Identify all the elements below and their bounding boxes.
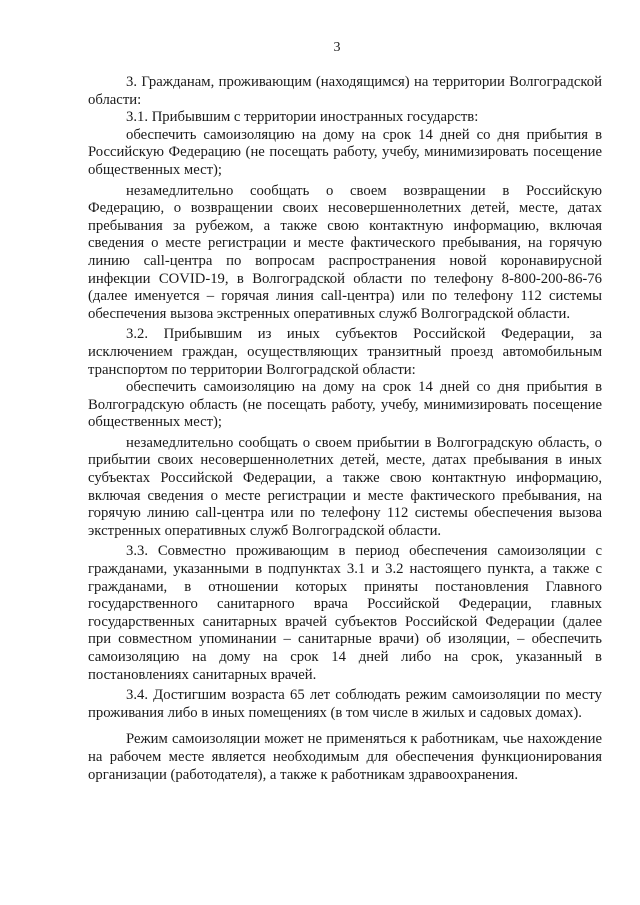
paragraph-3-1-self-isolation: обеспечить самоизоляцию на дому на срок 14 дней со дня прибытия в Российскую Федерацию (не посещать работу, учебу, минимизировать посещение общественных мест); [88, 126, 602, 178]
paragraph-3-4: 3.4. Достигшим возраста 65 лет соблюдать режим самоизоляции по месту проживания либо в иных помещениях (в том числе в жилых и садовых домах). [88, 687, 602, 721]
paragraph-3-2: 3.2. Прибывшим из иных субъектов Российской Федерации, за исключением граждан, осуществляющих транзитный проезд автомобильным транспортом по территории Волгоградской области: [88, 326, 602, 378]
paragraph-3-3: 3.3. Совместно проживающим в период обеспечения самоизоляции с гражданами, указанными в подпунктах 3.1 и 3.2 настоящего пункта, а также с гражданами, в отношении которых приняты постановления Главного государственного санитарного врача Российской Федерации, главных государственных санитарных врачей субъектов Российской Федерации (далее при совместном упоминании – санитарные врачи) об изоляции, – обеспечить самоизоляцию на дому на срок 14 дней либо на срок, указанный в постановлениях санитарных врачей. [88, 543, 602, 683]
paragraph-exemption: Режим самоизоляции может не применяться к работникам, чье нахождение на рабочем месте является необходимым для обеспечения функционирования организации (работодателя), а также к работникам здравоохранения. [88, 731, 602, 783]
page-number: 3 [333, 40, 341, 55]
paragraph-3-2-report: незамедлительно сообщать о своем прибытии в Волгоградскую область, о прибытии своих несовершеннолетних детей, месте, датах пребывания в иных субъектах Российской Федерации, а также свою контактную информацию, включая сведения о месте регистрации и месте фактического пребывания, на горячую линию call-центра или по телефону 112 системы обеспечения вызова экстренных оперативных служб Волгоградской области. [88, 434, 602, 539]
paragraph-3: 3. Гражданам, проживающим (находящимся) на территории Волгоградской области: [88, 74, 602, 108]
paragraph-3-2-self-isolation: обеспечить самоизоляцию на дому на срок 14 дней со дня прибытия в Волгоградскую область (не посещать работу, учебу, минимизировать посещение общественных мест); [88, 379, 602, 431]
paragraph-3-1: 3.1. Прибывшим с территории иностранных государств: [126, 109, 479, 126]
paragraph-3-1-report: незамедлительно сообщать о своем возвращении в Российскую Федерацию, о возвращении своих несовершеннолетних детей, месте, датах пребывания за рубежом, а также свою контактную информацию, включая сведения о месте регистрации и месте фактического пребывания, на горячую линию call-центра по вопросам распространения новой коронавирусной инфекции COVID-19, в Волгоградской области по телефону 8-800-200-86-76 (далее именуется – горячая линия call-центра) или по телефону 112 системы обеспечения вызова экстренных оперативных служб Волгоградской области. [88, 182, 602, 322]
